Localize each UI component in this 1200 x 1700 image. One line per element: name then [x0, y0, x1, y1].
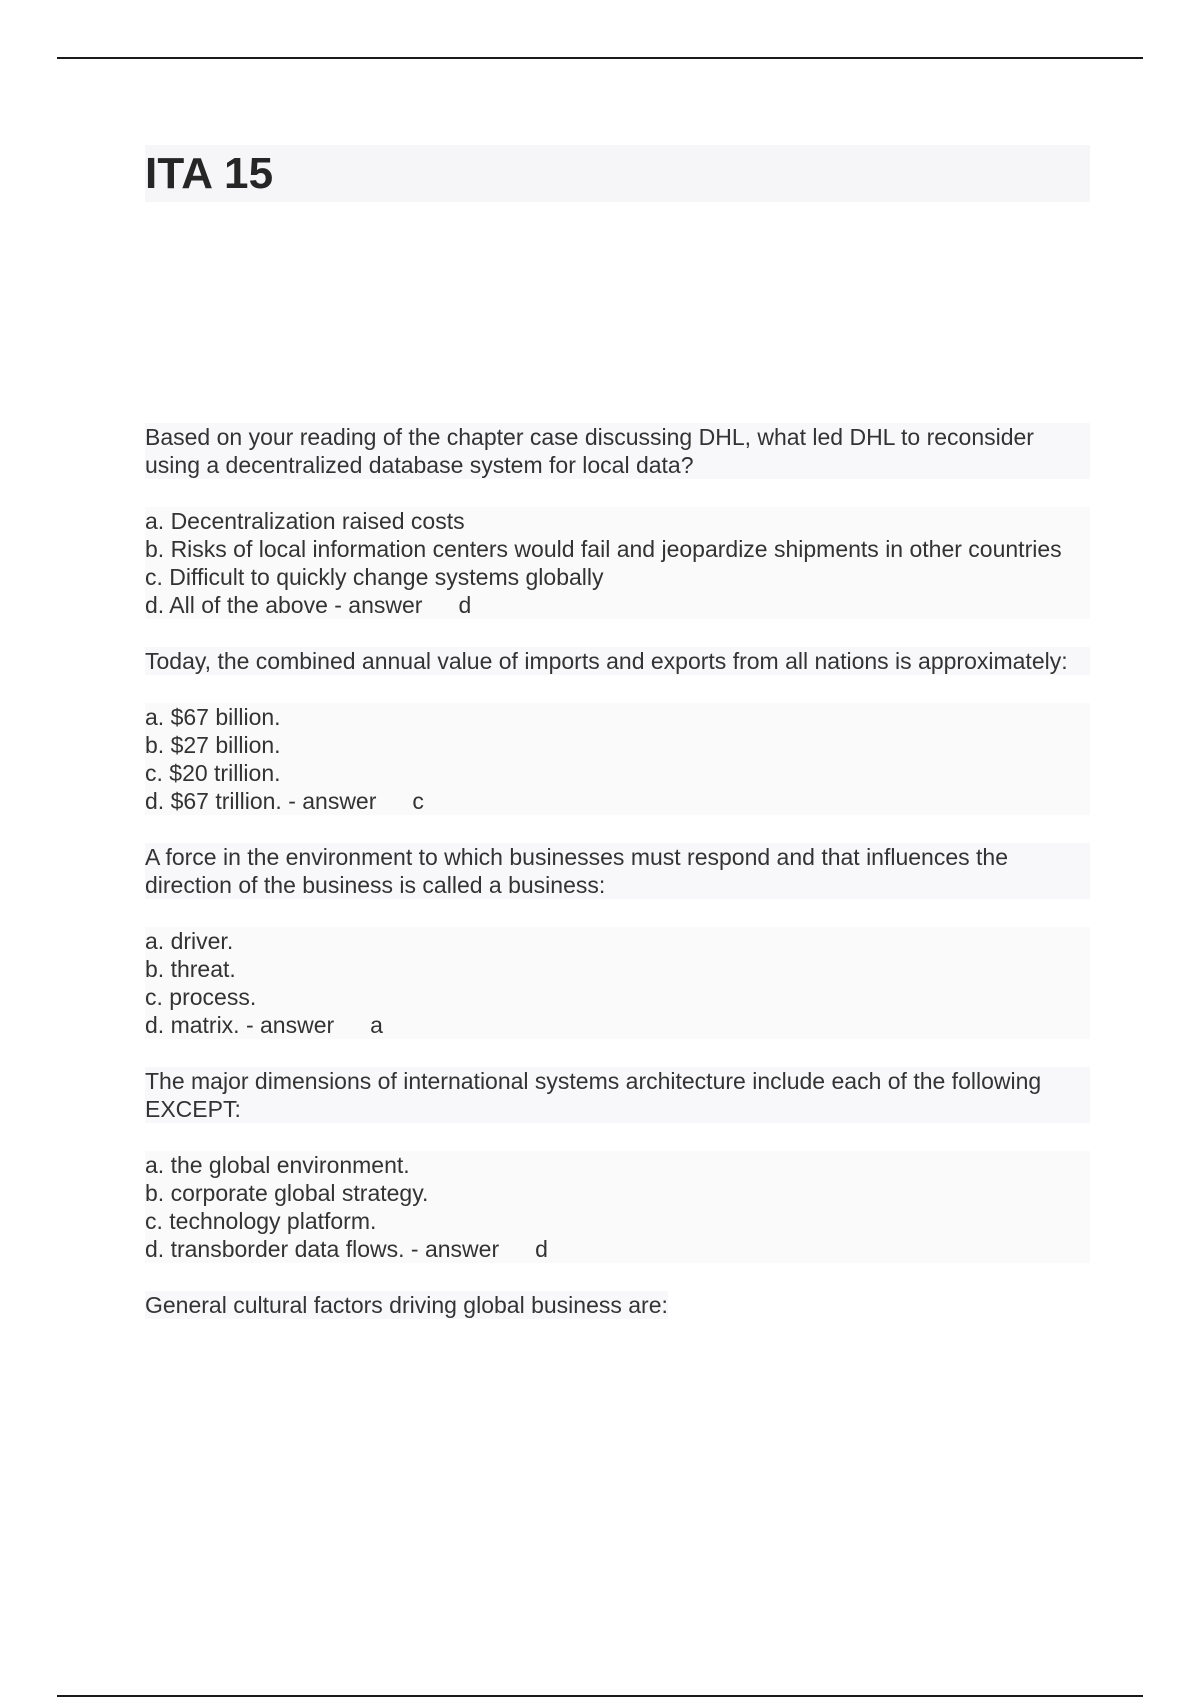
option-item: b. $27 billion. — [145, 732, 281, 758]
option-item: a. $67 billion. — [145, 704, 281, 730]
options-list — [145, 927, 1090, 1039]
option-item: b. threat. — [145, 956, 236, 982]
question-text: Based on your reading of the chapter case discussing DHL, what led DHL to reconsider using a decentralized database system for local data? — [145, 423, 1090, 479]
question-text: Today, the combined annual value of imports and exports from all nations is approximately: — [145, 647, 1090, 675]
question-block — [145, 1067, 1090, 1263]
option-item: c. technology platform. — [145, 1208, 377, 1234]
question-block — [145, 423, 1090, 619]
top-rule — [57, 57, 1143, 59]
option-item: c. process. — [145, 984, 257, 1010]
option-item: c. Difficult to quickly change systems globally — [145, 564, 604, 590]
options-list — [145, 703, 1090, 815]
answer-letter: d — [458, 592, 472, 618]
option-item: a. the global environment. — [145, 1152, 410, 1178]
option-text: d. transborder data flows. - answer — [145, 1236, 500, 1262]
option-item: b. Risks of local information centers would fail and jeopardize shipments in other countries — [145, 536, 1062, 562]
answer-letter: c — [412, 788, 424, 814]
question-text: General cultural factors driving global business are: — [145, 1292, 668, 1318]
question-block — [145, 843, 1090, 1039]
option-item: b. corporate global strategy. — [145, 1180, 429, 1206]
answer-letter: d — [535, 1236, 548, 1262]
answer-letter: a — [370, 1012, 383, 1038]
option-item: c. $20 trillion. — [145, 760, 281, 786]
question-block — [145, 647, 1090, 815]
option-item-answer — [145, 1235, 1090, 1263]
option-item: a. Decentralization raised costs — [145, 508, 465, 534]
option-item-answer — [145, 591, 1090, 619]
document-title: ITA 15 — [145, 149, 274, 198]
option-text: d. All of the above - answer — [145, 592, 423, 618]
bottom-rule — [57, 1695, 1143, 1697]
options-list — [145, 507, 1090, 619]
option-text: d. matrix. - answer — [145, 1012, 335, 1038]
option-item-answer — [145, 1011, 1090, 1039]
option-item-answer — [145, 787, 1090, 815]
title-band — [145, 145, 1090, 202]
option-item: a. driver. — [145, 928, 234, 954]
question-block — [145, 1291, 1090, 1347]
option-text: d. $67 trillion. - answer — [145, 788, 377, 814]
document-body — [145, 423, 1090, 1375]
question-text: A force in the environment to which businesses must respond and that influences the direction of the business is called a business: — [145, 843, 1090, 899]
options-list — [145, 1151, 1090, 1263]
question-text: The major dimensions of international systems architecture include each of the following EXCEPT: — [145, 1067, 1090, 1123]
